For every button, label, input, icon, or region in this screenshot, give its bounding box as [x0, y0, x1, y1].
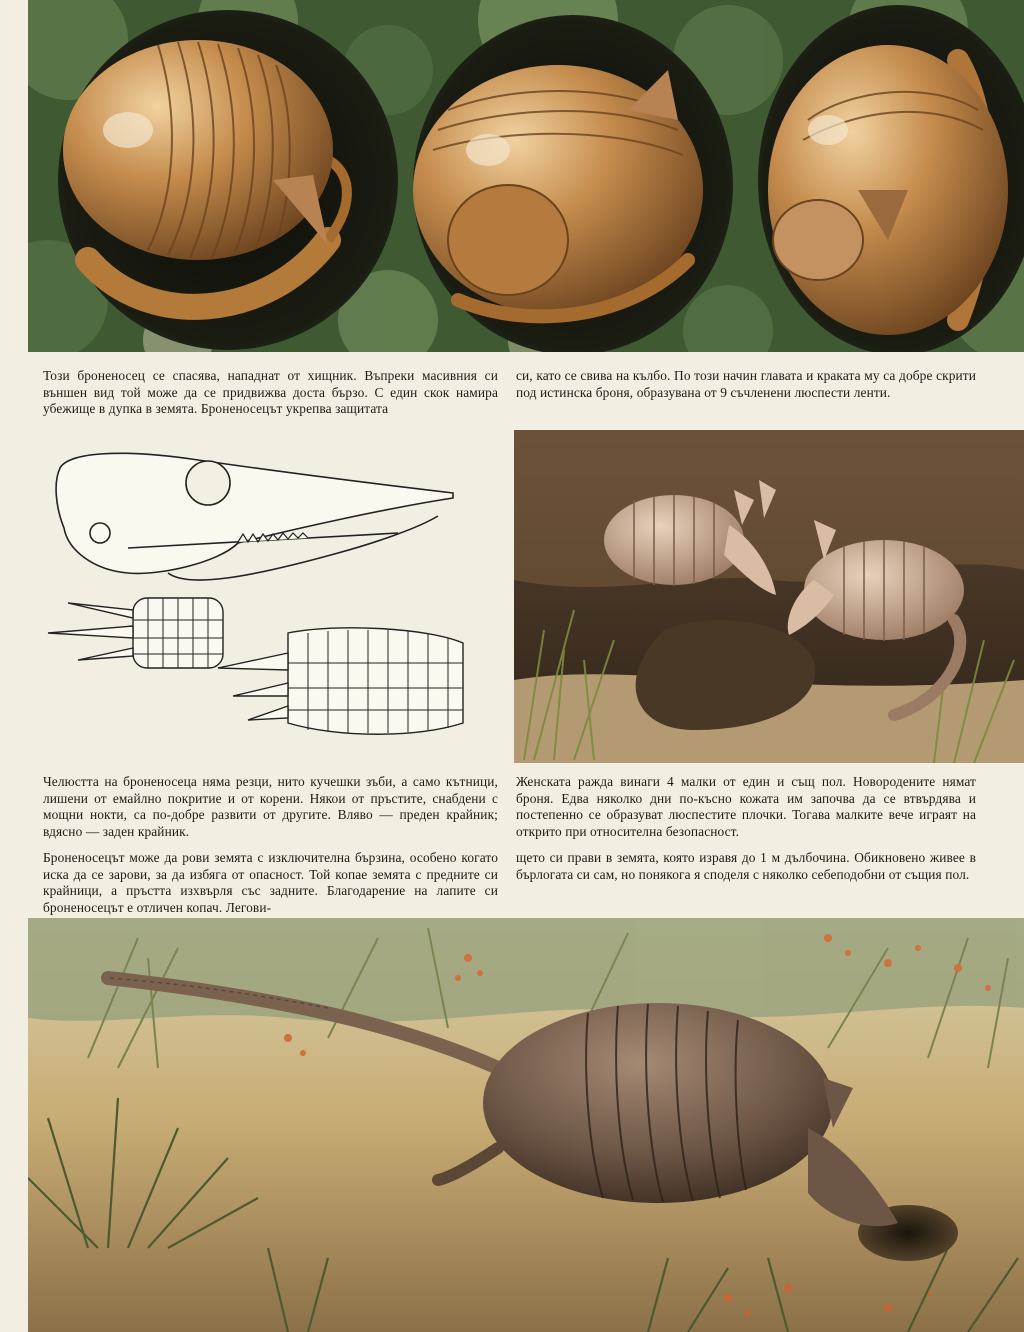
caption-dig-left: Броненосецът може да рови земята с изключителна бързина, особено когато иска да се зарови, за да избяга от опасност. Той копае земята с предните си крайници, а пръстта изхвърля със задните. Благодарение на лапите си броненосецът е отличен копач. Легови-: [43, 850, 498, 915]
caption-curl-left: Този броненосец се спасява, нападнат от хищник. Въпреки масивния си външен вид той може да се придвижва доста бързо. С един скок намира убежище в дупка в земята. Броненосецът укрепва защитата: [43, 368, 498, 416]
illustration-skull-and-feet: [38, 438, 478, 758]
caption-skull: Челюстта на броненосеца няма резци, нито кучешки зъби, а само кътници, лишени от емайлно покритие и от корени. Някои от пръстите, снабдени с мощни нокти, са по-добре развити от другите. Вляво — преден крайник; вдясно — заден крайник.: [43, 774, 498, 839]
illustration-curling-armadillos: [28, 0, 1024, 352]
front-foot-drawing: [48, 598, 223, 668]
caption-curl-left-block: [43, 368, 498, 418]
caption-middle-left-block: [43, 774, 498, 916]
hind-foot-drawing: [218, 628, 463, 734]
caption-curl-right-block: [516, 368, 976, 401]
caption-middle-right-block: [516, 774, 976, 883]
caption-dig-right: щето си прави в земята, която изравя до 1 м дълбочина. Обикновено живее в бърлогата си сам, но понякога я споделя с няколко себеподобни от същия пол.: [516, 850, 976, 882]
armadillo-curl-3: [768, 45, 1008, 335]
illustration-digging-armadillo: [28, 918, 1024, 1332]
illustration-young-armadillos: [514, 430, 1024, 763]
armadillo-curl-2: [413, 65, 703, 316]
caption-young: Женската ражда винаги 4 малки от един и същ пол. Новородените нямат броня. Едва няколко дни по-късно кожата им започва да се втвърдява и постепенно се образуват люспестите плочки. Тогава малките вече играят на открито при относителна безопасност.: [516, 774, 976, 839]
caption-curl-right: си, като се свива на кълбо. По този начин главата и краката му са добре скрити под истинска броня, образувана от 9 съчленени люспести ленти.: [516, 368, 976, 400]
skull-drawing: [56, 453, 453, 580]
